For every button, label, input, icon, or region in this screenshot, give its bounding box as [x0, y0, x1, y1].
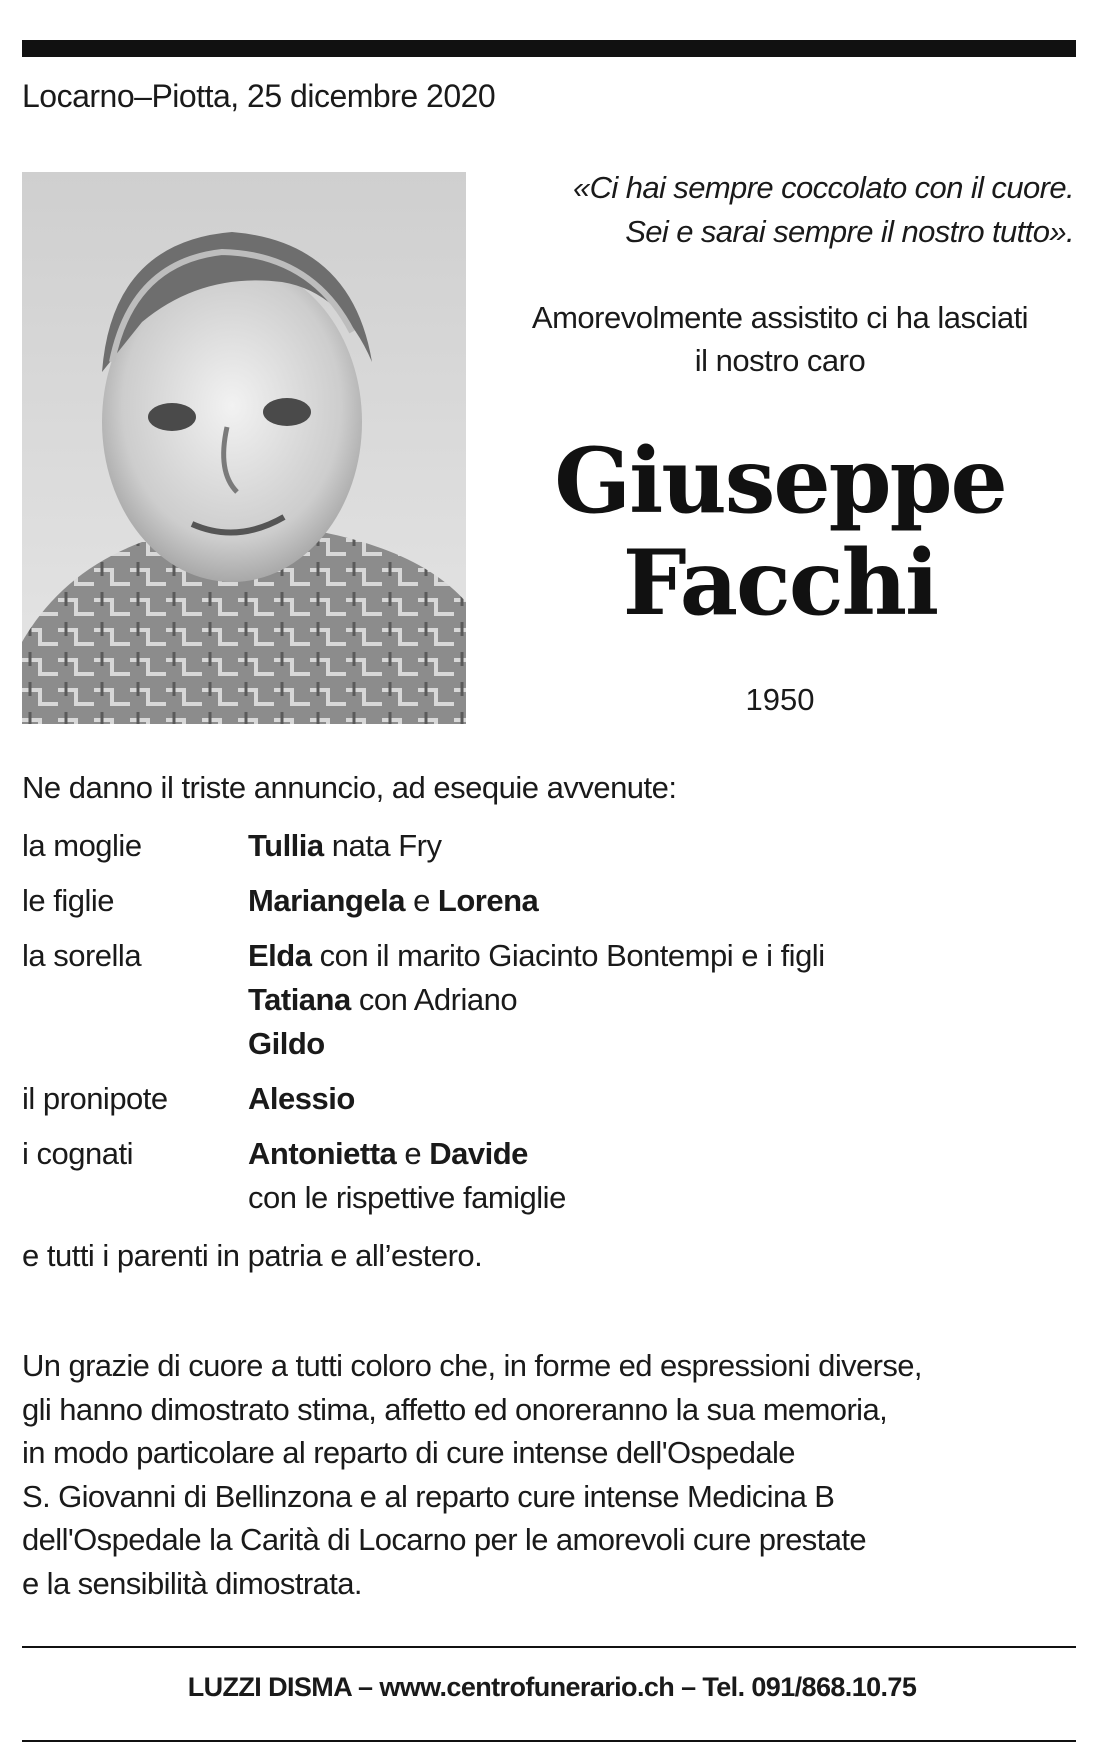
- family-row-daughters: [22, 879, 1082, 923]
- deceased-last-name: Facchi: [622, 530, 938, 636]
- bottom-rule: [22, 1740, 1076, 1742]
- intro-line-1: Amorevolmente assistito ci ha lasciati: [531, 300, 1029, 335]
- relation-label: i cognati: [22, 1136, 133, 1171]
- thanks-paragraph: [22, 1344, 1082, 1605]
- family-detail: nata Fry: [323, 828, 442, 863]
- relation-names: [248, 824, 1082, 868]
- relation-names: [248, 879, 1082, 923]
- thanks-line: e la sensibilità dimostrata.: [22, 1565, 362, 1601]
- relation-label: la sorella: [22, 938, 142, 973]
- family-name: Davide: [429, 1136, 528, 1171]
- relation-label: le figlie: [22, 883, 114, 918]
- thanks-line: dell'Ospedale la Carità di Locarno per le amorevoli cure prestate: [22, 1522, 867, 1557]
- family-detail: con il marito Giacinto Bontempi e i figli: [311, 938, 825, 973]
- memorial-quote: [480, 166, 1074, 254]
- family-name: Tatiana: [248, 982, 351, 1017]
- portrait-icon: [22, 172, 466, 724]
- family-row-in-laws: [22, 1132, 1082, 1220]
- family-list: [22, 824, 1082, 1231]
- closing-line: e tutti i parenti in patria e all’estero.: [22, 1238, 483, 1273]
- portrait-photo: [22, 172, 466, 724]
- footer-divider: [22, 1646, 1076, 1648]
- thanks-line: S. Giovanni di Bellinzona e al reparto cure intense Medicina B: [22, 1478, 835, 1514]
- family-detail: con Adriano: [350, 982, 518, 1017]
- birth-year: 1950: [745, 682, 815, 717]
- relation-names: [248, 1132, 1082, 1220]
- top-rule: [22, 40, 1076, 57]
- intro-line-2: il nostro caro: [694, 343, 866, 378]
- conjunction: e: [404, 883, 438, 918]
- relation-label: il pronipote: [22, 1081, 168, 1116]
- relation-names: [248, 1077, 1082, 1121]
- quote-line-2: Sei e sarai sempre il nostro tutto».: [625, 214, 1074, 249]
- thanks-line: in modo particolare al reparto di cure intense dell'Ospedale: [22, 1435, 795, 1470]
- intro-text: [480, 296, 1080, 382]
- family-name: Antonietta: [248, 1136, 397, 1171]
- family-detail: con le rispettive famiglie: [248, 1180, 566, 1215]
- family-name: Alessio: [248, 1081, 355, 1116]
- deceased-first-name: Giuseppe: [554, 428, 1006, 534]
- family-row-sister: [22, 934, 1082, 1066]
- thanks-line: Un grazie di cuore a tutti coloro che, in forme ed espressioni diverse,: [22, 1348, 922, 1383]
- family-name: Mariangela: [248, 883, 405, 918]
- place-date: Locarno–Piotta, 25 dicembre 2020: [22, 78, 496, 114]
- family-row-grandnephew: [22, 1077, 1082, 1121]
- deceased-name: [480, 430, 1080, 634]
- thanks-line: gli hanno dimostrato stima, affetto ed onoreranno la sua memoria,: [22, 1391, 888, 1427]
- relation-label: la moglie: [22, 828, 142, 863]
- family-name: Tullia: [248, 828, 324, 863]
- family-name: Lorena: [437, 883, 539, 918]
- family-name: Gildo: [248, 1026, 325, 1061]
- relation-names: [248, 934, 1082, 1066]
- funeral-home-footer: LUZZI DISMA – www.centrofunerario.ch – Tel. 091/868.10.75: [187, 1672, 917, 1702]
- family-name: Elda: [248, 938, 312, 973]
- conjunction: e: [396, 1136, 430, 1171]
- quote-line-1: «Ci hai sempre coccolato con il cuore.: [572, 170, 1074, 205]
- family-row-wife: [22, 824, 1082, 868]
- announcement-intro: Ne danno il triste annuncio, ad esequie avvenute:: [22, 770, 677, 805]
